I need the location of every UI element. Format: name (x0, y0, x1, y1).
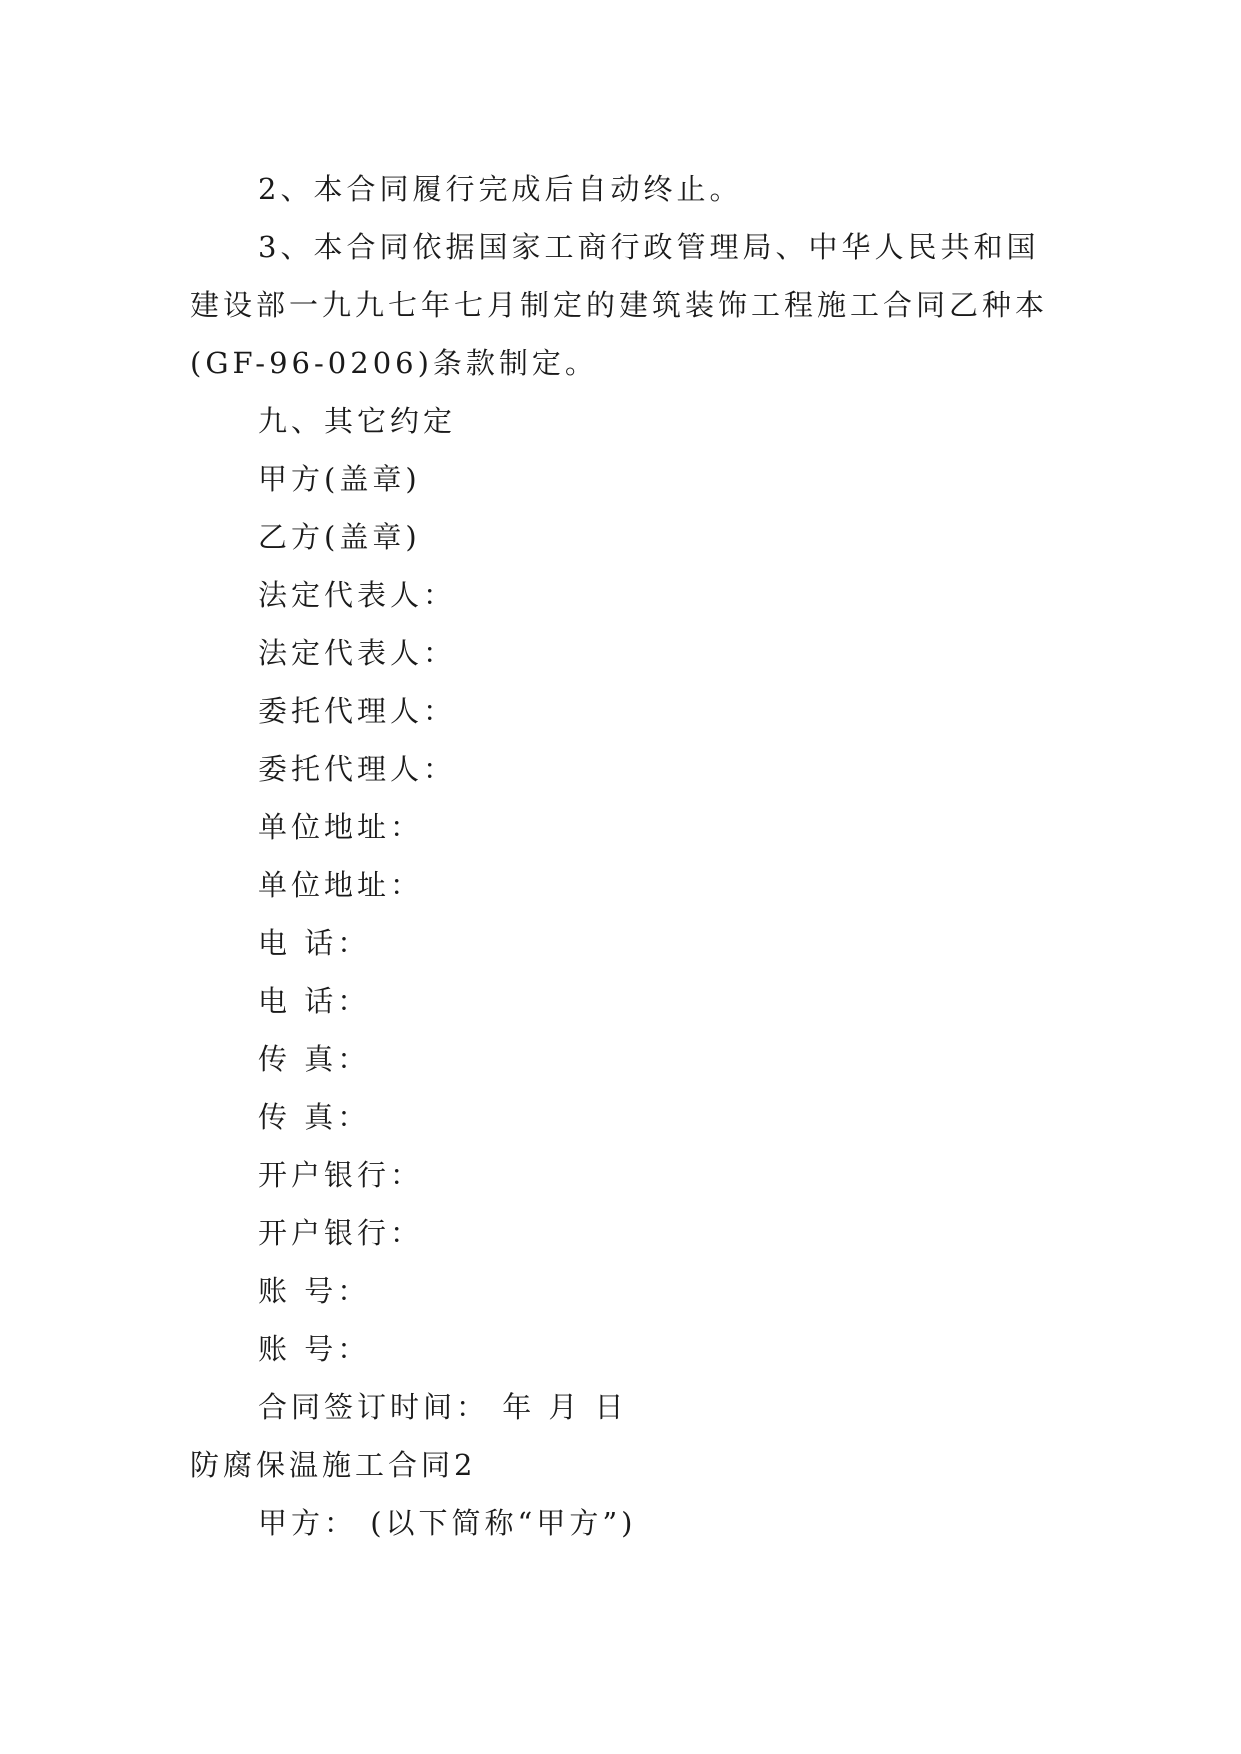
section-other-agreements: 九、其它约定 (258, 404, 457, 438)
phone-b: 电 话： (258, 984, 371, 1018)
bank-a: 开户银行： (258, 1158, 424, 1192)
account-a: 账 号： (258, 1274, 371, 1308)
fax-a: 传 真： (258, 1042, 371, 1076)
party-a-intro: 甲方： (以下简称“甲方”) (258, 1506, 637, 1540)
signing-date: 合同签订时间： 年 月 日 (258, 1390, 628, 1424)
bank-b: 开户银行： (258, 1216, 424, 1250)
document-body (190, 160, 1052, 1552)
agent-a: 委托代理人： (258, 694, 457, 728)
party-b-seal: 乙方(盖章) (258, 520, 421, 554)
legal-rep-b: 法定代表人： (258, 636, 457, 670)
contract-2-title: 防腐保温施工合同2 (190, 1448, 477, 1482)
clause-termination: 2、本合同履行完成后自动终止。 (258, 172, 743, 206)
address-b: 单位地址： (258, 868, 424, 902)
agent-b: 委托代理人： (258, 752, 457, 786)
phone-a: 电 话： (258, 926, 371, 960)
party-a-seal: 甲方(盖章) (258, 462, 421, 496)
account-b: 账 号： (258, 1332, 371, 1366)
address-a: 单位地址： (258, 810, 424, 844)
fax-b: 传 真： (258, 1100, 371, 1134)
legal-rep-a: 法定代表人： (258, 578, 457, 612)
clause-basis: 3、本合同依据国家工商行政管理局、中华人民共和国建设部一九九七年七月制定的建筑装饰工程施工合同乙种本(GF-96-0206)条款制定。 (190, 230, 1049, 380)
